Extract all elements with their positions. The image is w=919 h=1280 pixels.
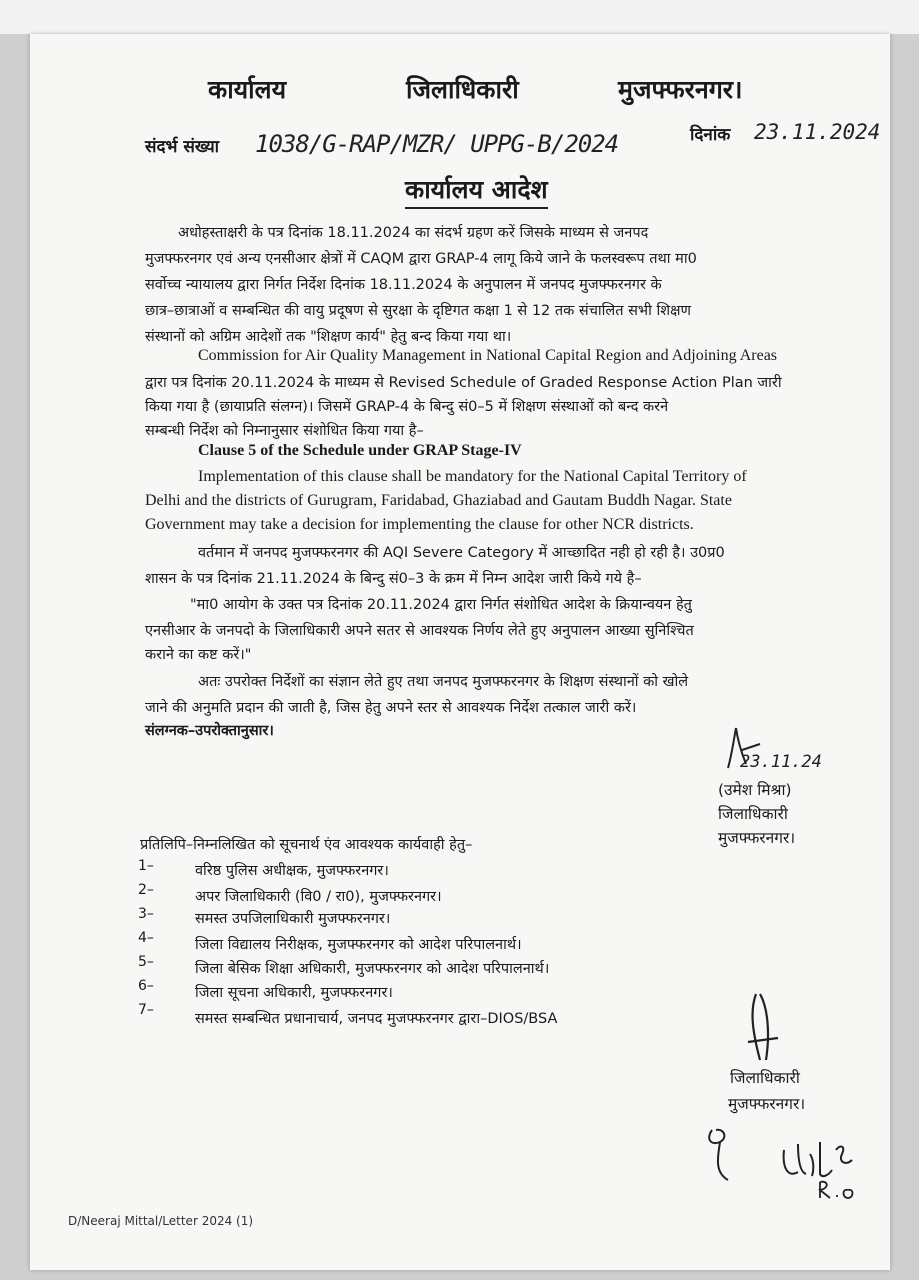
copy-item-number: 2– — [138, 882, 154, 898]
para1-line: सर्वोच्च न्यायालय द्वारा निर्गत निर्देश दिनांक 18.11.2024 के अनुपालन में जनपद मुजफ्फरनगर के — [145, 277, 662, 293]
para4-line: जाने की अनुमति प्रदान की जाती है, जिस हेतु अपने स्तर से आवश्यक निर्देश तत्काल जारी करें। — [145, 700, 637, 716]
header-designation: जिलाधिकारी — [406, 75, 519, 104]
copy-item-number: 4– — [138, 930, 154, 946]
enclosure-note: संलग्नक–उपरोक्तानुसार। — [145, 723, 274, 739]
para3-line: वर्तमान में जनपद मुजफ्फरनगर की AQI Severe Category में आच्छादित नही हो रही है। उ0प्र0 — [198, 545, 725, 561]
copy-item-number: 3– — [138, 906, 154, 922]
copy-item-number: 6– — [138, 978, 154, 994]
signatory-place: मुजफ्फरनगर। — [718, 829, 796, 847]
para1-line: मुजफ्फरनगर एवं अन्य एनसीआर क्षेत्रों में CAQM द्वारा GRAP-4 लागू किये जाने के फलस्वरूप तथा मा0 — [145, 251, 697, 267]
header-district: मुजफ्फरनगर। — [618, 75, 743, 104]
para3-line: एनसीआर के जनपदो के जिलाधिकारी अपने सतर से आवश्यक निर्णय लेते हुए अनुपालन आख्या सुनिश्चित — [145, 623, 694, 639]
footer-reference: D/Neeraj Mittal/Letter 2024 (1) — [68, 1214, 254, 1228]
signature-date: 23.11.24 — [740, 752, 822, 772]
clause-text-line: Implementation of this clause shall be mandatory for the National Capital Territory of — [198, 468, 747, 485]
signatory2-place: मुजफ्फरनगर। — [728, 1095, 806, 1113]
para1-line: छात्र–छात्राओं व सम्बन्धित की वायु प्रदूषण से सुरक्षा के दृष्टिगत कक्षा 1 से 12 तक संचालित सभी शिक्षण — [145, 303, 691, 319]
copy-heading: प्रतिलिपि–निम्नलिखित को सूचनार्थ एंव आवश्यक कार्यवाही हेतु– — [140, 837, 473, 853]
para2-line: द्वारा पत्र दिनांक 20.11.2024 के माध्यम से Revised Schedule of Graded Response Action Plan जारी — [145, 375, 782, 391]
copy-item-text: जिला विद्यालय निरीक्षक, मुजफ्फरनगर को आदेश परिपालनार्थ। — [195, 937, 522, 953]
para3-line: शासन के पत्र दिनांक 21.11.2024 के बिन्दु सं0–3 के क्रम में निम्न आदेश जारी किये गये है– — [145, 571, 642, 587]
signatory-designation: जिलाधिकारी — [718, 805, 788, 823]
para2-line: किया गया है (छायाप्रति संलग्न)। जिसमें GRAP-4 के बिन्दु सं0–5 में शिक्षण संस्थाओं को बन्द करने — [145, 399, 669, 415]
header-office: कार्यालय — [208, 75, 287, 104]
date-label: दिनांक — [690, 125, 731, 145]
para1-line: संस्थानों को अग्रिम आदेशों तक "शिक्षण कार्य" हेतु बन्द किया गया था। — [145, 329, 512, 345]
handwritten-note — [702, 1120, 872, 1200]
copy-item-text: समस्त सम्बन्धित प्रधानाचार्य, जनपद मुजफ्फरनगर द्वारा–DIOS/BSA — [195, 1011, 558, 1027]
reference-number: 1038/G-RAP/MZR/ UPPG-B/2024 — [255, 130, 619, 158]
para3-line: "मा0 आयोग के उक्त पत्र दिनांक 20.11.2024 द्वारा निर्गत संशोधित आदेश के क्रियान्वयन हेतु — [190, 597, 692, 613]
signature-mark — [742, 990, 792, 1066]
reference-label: संदर्भ संख्या — [145, 137, 220, 157]
copy-item-text: जिला सूचना अधिकारी, मुजफ्फरनगर। — [195, 985, 393, 1001]
clause-text-line: Delhi and the districts of Gurugram, Faridabad, Ghaziabad and Gautam Buddh Nagar. State — [145, 492, 732, 509]
copy-item-text: वरिष्ठ पुलिस अधीक्षक, मुजफ्फरनगर। — [195, 863, 389, 879]
copy-item-text: जिला बेसिक शिक्षा अधिकारी, मुजफ्फरनगर को आदेश परिपालनार्थ। — [195, 961, 550, 977]
copy-item-text: समस्त उपजिलाधिकारी मुजफ्फरनगर। — [195, 911, 391, 927]
para3-line: कराने का कष्ट करें।" — [145, 647, 252, 663]
clause-heading: Clause 5 of the Schedule under GRAP Stage-IV — [198, 442, 522, 459]
para1-line: अधोहस्ताक्षरी के पत्र दिनांक 18.11.2024 का संदर्भ ग्रहण करें जिसके माध्यम से जनपद — [178, 225, 649, 241]
document-page — [30, 34, 890, 1270]
screen-top-bar — [0, 0, 919, 34]
para2-line: Commission for Air Quality Management in National Capital Region and Adjoining Areas — [198, 347, 778, 364]
copy-item-number: 1– — [138, 858, 154, 874]
date-value: 23.11.2024 — [754, 120, 881, 144]
para4-line: अतः उपरोक्त निर्देशों का संज्ञान लेते हुए तथा जनपद मुजफ्फरनगर के शिक्षण संस्थानों को खोले — [198, 674, 689, 690]
copy-item-number: 7– — [138, 1002, 154, 1018]
page-title: कार्यालय आदेश — [405, 172, 548, 209]
signatory2-designation: जिलाधिकारी — [730, 1069, 800, 1087]
copy-item-text: अपर जिलाधिकारी (वि0 / रा0), मुजफ्फरनगर। — [195, 889, 442, 905]
signatory-name: (उमेश मिश्रा) — [718, 781, 792, 799]
copy-item-number: 5– — [138, 954, 154, 970]
clause-text-line: Government may take a decision for implementing the clause for other NCR districts. — [145, 516, 694, 533]
para2-line: सम्बन्धी निर्देश को निम्नानुसार संशोधित किया गया है– — [145, 423, 424, 439]
